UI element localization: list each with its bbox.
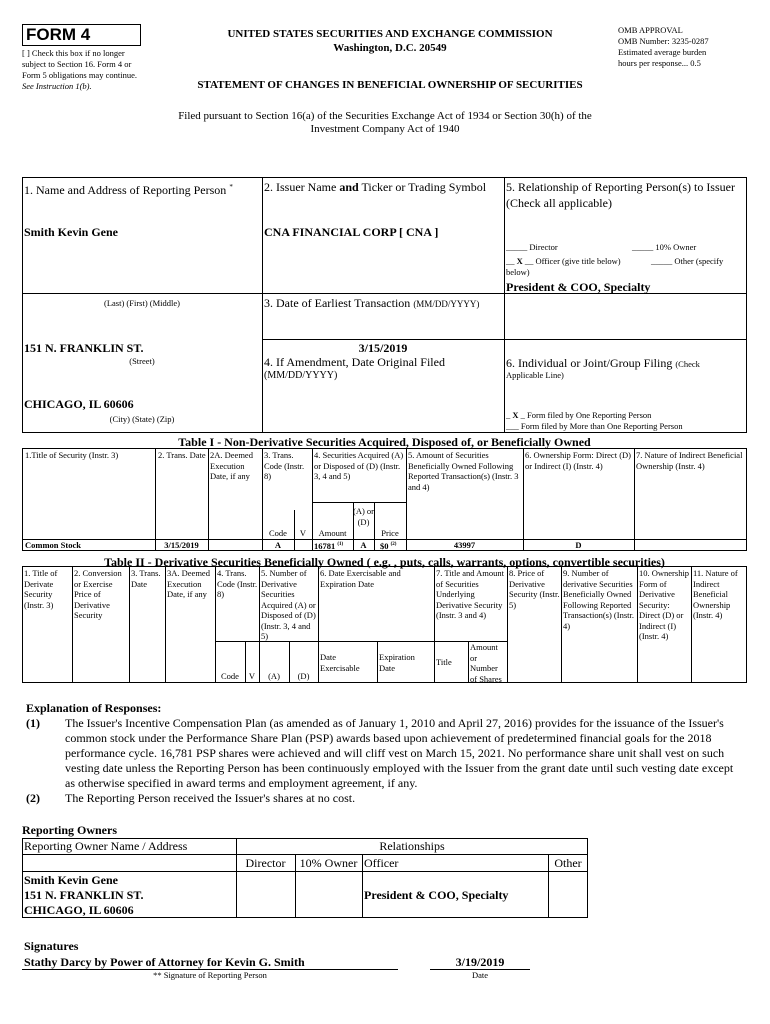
form-title: FORM 4: [22, 24, 141, 46]
t1-row-code: A: [274, 540, 282, 550]
t1-sub-v: V: [299, 528, 307, 538]
t1-sub-price: Price: [381, 528, 399, 538]
t2-h-nature: 11. Nature of Indirect Beneficial Ownership (Instr. 4): [693, 568, 738, 620]
box4-format: (MM/DD/YYYY): [264, 370, 338, 381]
t1-sub-code: Code: [269, 528, 287, 538]
owners-col-ten-pct: 10% Owner: [299, 856, 358, 870]
t1-row-amount-owned: 43997: [453, 540, 476, 550]
owner-city: CHICAGO, IL 60606: [24, 903, 134, 917]
t2-sub-expiration: Expiration Date: [379, 652, 415, 673]
earliest-transaction-date: 3/15/2019: [358, 341, 408, 355]
other-checkbox: _____ Other (specify: [651, 256, 724, 266]
t2-h-trans-code: 4. Trans. Code (Instr. 8): [217, 568, 258, 599]
t1-row-amount: 16781 $^{(1)}$: [314, 540, 344, 551]
t2-h-deemed-date: 3A. Deemed Execution Date, if any: [167, 568, 210, 599]
t1-h-acquired: 4. Securities Acquired (A) or Disposed of (D) (Instr. 3, 4 and 5): [314, 450, 404, 481]
t2-h-trans-date: 3. Trans. Date: [131, 568, 161, 589]
t2-sub-title: Title: [436, 657, 452, 667]
footnote-1: The Issuer's Incentive Compensation Plan (as amended as of January 1, 2010 and April 27, 2016) provides for the issuance of the Issuer's common stock under the Performance Share Plan (PSP) awards based upon achievement of predetermined financial goals for the 2018 performance cycle. 16,781 PSP shares were achieved and will cliff vest on March 15, 2021. No performance share unit shall vest on such vesting date unless the Reporting Person has been continuously employed with the Issuer from the grant date until such vesting date except as otherwise specified in award terms and employment agreement, if any.: [65, 716, 734, 790]
t1-h-trans-date: 2. Trans. Date: [158, 450, 206, 460]
t1-h-ownership-form: 6. Ownership Form: Direct (D) or Indirect (I) (Instr. 4): [525, 450, 631, 471]
omb-hours: hours per response... 0.5: [618, 58, 701, 68]
see-instruction: See Instruction 1(b).: [22, 81, 92, 91]
box4-label: 4. If Amendment, Date Original Filed: [264, 355, 445, 369]
box1-label: 1. Name and Address of Reporting Person *: [24, 183, 233, 197]
omb-burden: Estimated average burden: [618, 47, 707, 57]
ten-pct-owner-checkbox: _____ 10% Owner: [632, 242, 697, 252]
t2-h-title-amount: 7. Title and Amount of Securities Underlying Derivative Security (Instr. 3 and 4): [436, 568, 505, 620]
box3-label: 3. Date of Earliest Transaction (MM/DD/YYYY): [264, 296, 480, 310]
issuer-name: CNA FINANCIAL CORP [ CNA ]: [264, 225, 439, 239]
signatures-heading: Signatures: [24, 939, 79, 953]
t2-sub-amount: Amount or Number of Shares: [470, 642, 502, 684]
footnote-1-mark: (1): [26, 716, 40, 730]
omb-number: OMB Number: 3235-0287: [618, 36, 709, 46]
agency-name: UNITED STATES SECURITIES AND EXCHANGE COMMISSION: [227, 28, 553, 40]
t1-row-date: 3/15/2019: [164, 540, 199, 550]
owner-name: Smith Kevin Gene: [24, 873, 119, 887]
reporting-person-name: Smith Kevin Gene: [24, 225, 119, 239]
filed-pursuant-line2: Investment Company Act of 1940: [310, 123, 460, 135]
signature-label: ** Signature of Reporting Person: [153, 970, 267, 980]
owners-col-other: Other: [554, 856, 582, 870]
owners-col-relationships: Relationships: [379, 839, 445, 853]
officer-title: President & COO, Specialty: [506, 280, 651, 294]
box6-applicable: Applicable Line): [506, 370, 564, 380]
t2-sub-v: V: [248, 671, 256, 681]
t2-sub-a: (A): [268, 671, 280, 681]
t2-sub-exercisable: Date Exercisable: [320, 652, 360, 673]
omb-box: [618, 25, 758, 69]
officer-checkbox: __ X __ Officer (give title below): [506, 256, 621, 266]
t2-h-number-owned: 9. Number of derivative Securities Beneficially Owned Following Reported Transaction(s) (Instr. 4): [563, 568, 634, 631]
signature-date: 3/19/2019: [455, 955, 505, 969]
t2-sub-d: (D): [297, 671, 310, 681]
table2-title: Table II - Derivative Securities Beneficially Owned ( e.g. , puts, calls, warrants, options, convertible securities): [104, 555, 665, 569]
t1-row-price: $0 $^{(2)}$: [380, 540, 397, 551]
statement-title: STATEMENT OF CHANGES IN BENEFICIAL OWNERSHIP OF SECURITIES: [197, 79, 583, 91]
below-text: below): [506, 267, 530, 277]
city-label: (City) (State) (Zip): [109, 414, 175, 424]
explanation-heading: Explanation of Responses:: [26, 701, 162, 715]
t1-h-trans-code: 3. Trans. Code (Instr. 8): [264, 450, 305, 481]
t1-h-nature: 7. Nature of Indirect Beneficial Ownership (Instr. 4): [636, 450, 743, 471]
t2-h-price: 8. Price of Derivative Security (Instr. 5): [509, 568, 560, 610]
t1-h-title: 1.Title of Security (Instr. 3): [25, 450, 119, 460]
signature-name: Stathy Darcy by Power of Attorney for Kevin G. Smith: [24, 955, 305, 969]
t1-row-a-or-d: A: [360, 540, 367, 550]
owners-col-name: Reporting Owner Name / Address: [24, 839, 188, 853]
footnote-2-mark: (2): [26, 791, 40, 805]
table1-title: Table I - Non-Derivative Securities Acquired, Disposed of, or Beneficially Owned: [178, 435, 591, 449]
t2-h-ownership-form: 10. Ownership Form of Derivative Security: Direct (D) or Indirect (I) (Instr. 4): [639, 568, 690, 641]
director-checkbox: _____ Director: [506, 242, 558, 252]
agency-location: Washington, D.C. 20549: [333, 42, 447, 54]
t2-sub-code: Code: [221, 671, 239, 681]
t2-h-title: 1. Title of Derivate Security (Instr. 3): [24, 568, 58, 610]
t1-h-deemed-date: 2A. Deemed Execution Date, if any: [210, 450, 253, 481]
t2-h-date-exercisable: 6. Date Exercisable and Expiration Date: [320, 568, 401, 589]
t1-sub-a-or-d: (A) or (D): [353, 506, 375, 527]
box5-sub: (Check all applicable): [506, 196, 612, 210]
t1-row-ownership-form: D: [575, 540, 582, 550]
box6-label: 6. Individual or Joint/Group Filing (Check: [506, 356, 700, 370]
t2-h-number-derivative: 5. Number of Derivative Securities Acquired (A) or Disposed of (D) (Instr. 3, 4 and 5): [261, 568, 316, 641]
street-label: (Street): [129, 356, 155, 366]
owners-col-officer: Officer: [364, 856, 399, 870]
t1-h-amount-owned: 5. Amount of Securities Beneficially Owned Following Reported Transaction(s) (Instr. 3 and 4): [408, 450, 519, 492]
date-label: Date: [471, 970, 489, 980]
check-box-notice: [ ] Check this box if no longer subject to Section 16. Form 4 or Form 5 obligations may continue. See Instruction 1(b).: [22, 48, 137, 91]
owners-heading: Reporting Owners: [22, 823, 117, 837]
t1-row-title: Common Stock: [25, 540, 81, 550]
one-person-filing: _ X _ Form filed by One Reporting Person: [506, 410, 652, 420]
owner-street: 151 N. FRANKLIN ST.: [24, 888, 144, 902]
owner-officer-title: President & COO, Specialty: [364, 888, 509, 902]
multi-person-filing: ___ Form filed by More than One Reporting Person: [506, 421, 683, 431]
t2-h-conversion: 2. Conversion or Exercise Price of Derivative Security: [74, 568, 122, 620]
footnote-2: The Reporting Person received the Issuer's shares at no cost.: [65, 791, 356, 805]
t1-sub-amount: Amount: [318, 528, 347, 538]
box2-label: 2. Issuer Name and Ticker or Trading Symbol: [264, 180, 487, 194]
owners-col-director: Director: [245, 856, 286, 870]
filed-pursuant-line1: Filed pursuant to Section 16(a) of the Securities Exchange Act of 1934 or Section 30(h) of the: [178, 110, 592, 122]
reporting-person-street: 151 N. FRANKLIN ST.: [24, 341, 144, 355]
box5-label: 5. Relationship of Reporting Person(s) to Issuer: [506, 180, 735, 194]
reporting-person-city: CHICAGO, IL 60606: [24, 397, 134, 411]
omb-approval: OMB APPROVAL: [618, 25, 683, 35]
name-parts-label: (Last) (First) (Middle): [103, 298, 180, 308]
